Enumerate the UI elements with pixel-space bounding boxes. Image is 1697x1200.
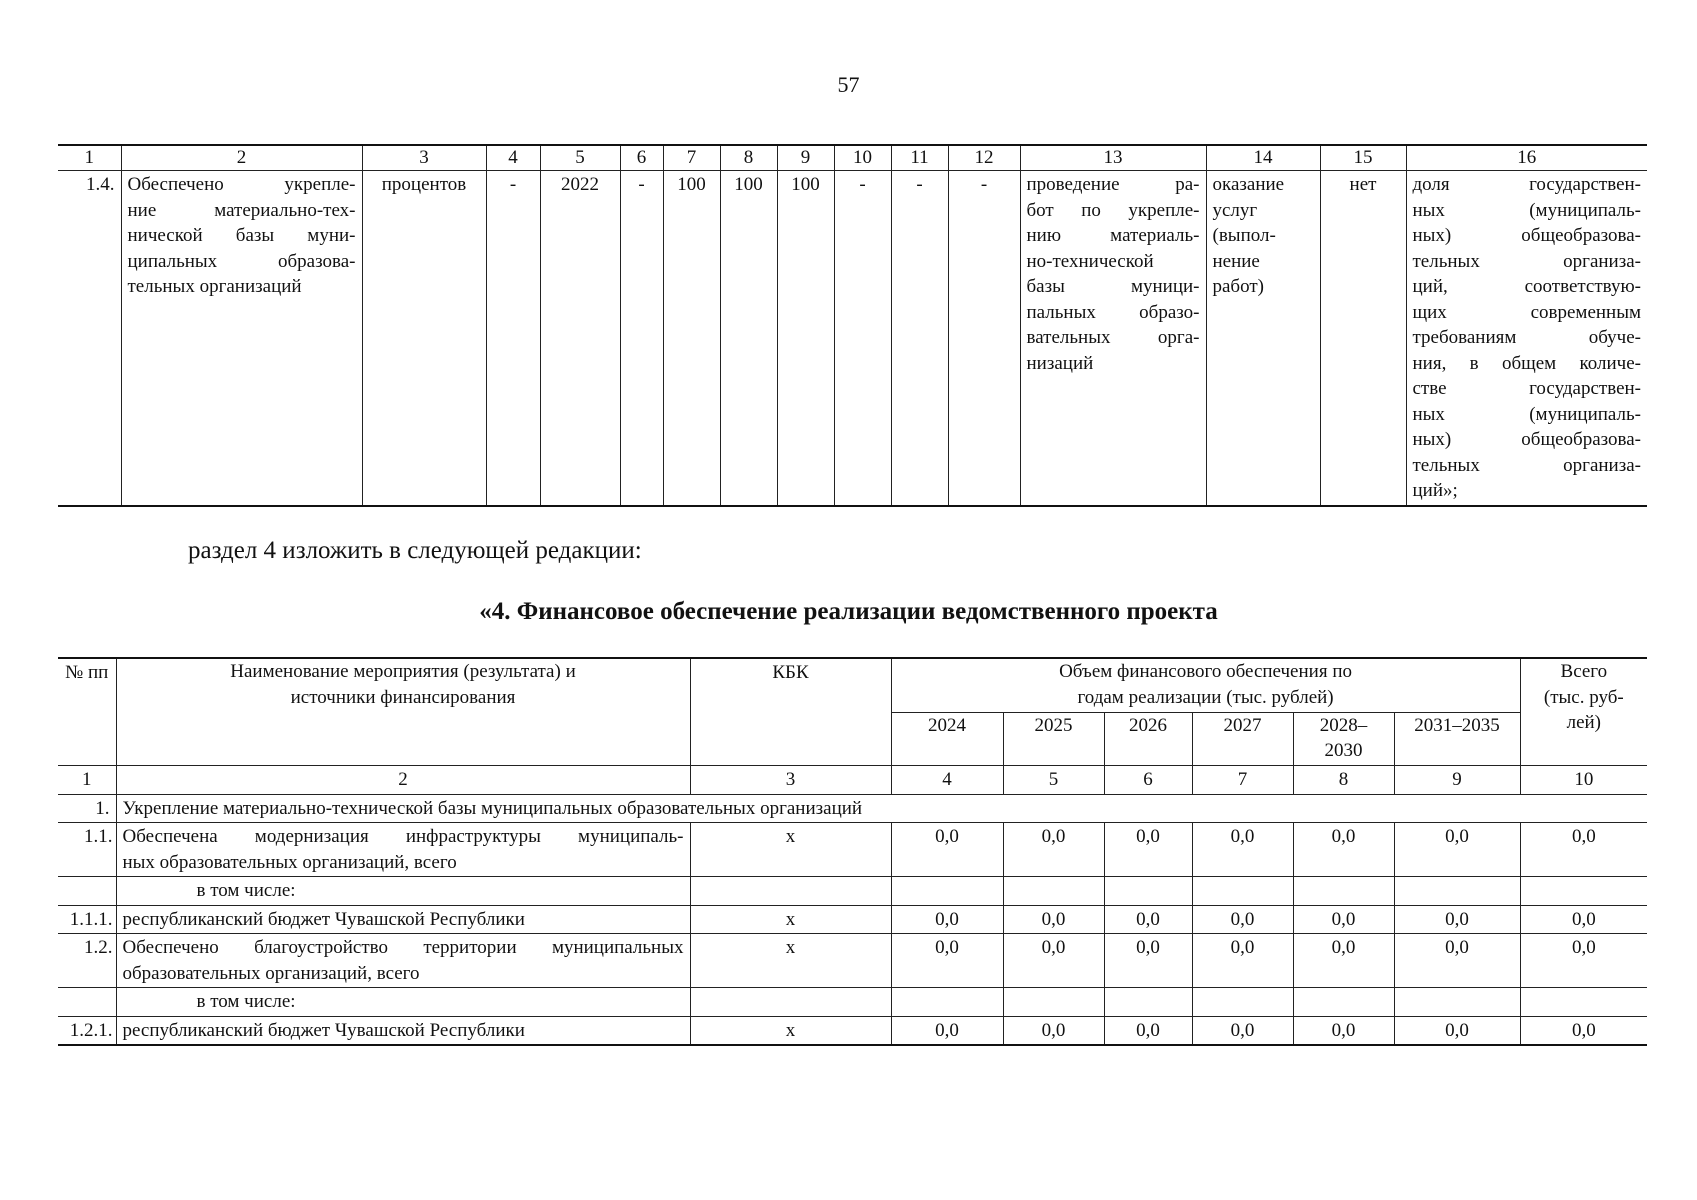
text-line: требованиям обуче- <box>1412 327 1641 348</box>
financing-table <box>58 657 1647 1046</box>
column-number: 2 <box>121 145 362 171</box>
value-cell <box>1394 877 1520 906</box>
text-line: вательных орга- <box>1026 327 1200 348</box>
section-title: «4. Финансовое обеспечение реализации ведомственного проекта <box>479 598 1218 625</box>
column-number: 16 <box>1406 145 1647 171</box>
cell-4: - <box>486 171 540 506</box>
text-line: базы муници- <box>1026 276 1200 297</box>
instruction-text: раздел 4 изложить в следующей редакции: <box>188 537 642 564</box>
value-cell: 0,0 <box>1104 1016 1192 1045</box>
value-cell: 0,0 <box>1394 1016 1520 1045</box>
row-name <box>116 823 690 877</box>
value-cell <box>891 877 1003 906</box>
value-cell: 0,0 <box>1293 934 1394 988</box>
value-cell: 0,0 <box>891 1016 1003 1045</box>
value-cell: 0,0 <box>1520 1016 1647 1045</box>
column-number-row <box>58 766 1647 795</box>
row-number: 1.1.1. <box>58 905 116 934</box>
text-line: Обеспечено благоустройство территории муниципальных <box>122 937 684 958</box>
text-line: республиканский бюджет Чувашской Республики <box>122 908 525 930</box>
value-cell <box>1293 877 1394 906</box>
header-kbk: КБК <box>690 658 891 766</box>
column-number: 6 <box>1104 766 1192 795</box>
value-cell: 0,0 <box>1520 905 1647 934</box>
cell-13 <box>1020 171 1206 506</box>
text-line: ных) общеобразова- <box>1412 429 1641 450</box>
year-header: 2028–2030 <box>1293 712 1394 766</box>
column-number: 5 <box>1003 766 1104 795</box>
text-line: проведение ра- <box>1026 174 1200 195</box>
value-cell <box>1003 988 1104 1017</box>
text-line: нение <box>1212 250 1260 272</box>
text-line: ных образовательных организаций, всего <box>122 851 457 873</box>
text-line: тельных организаций <box>127 276 302 297</box>
year-header: 2026 <box>1104 712 1192 766</box>
cell-5: 2022 <box>540 171 620 506</box>
value-cell: 0,0 <box>891 905 1003 934</box>
row-name <box>116 905 690 934</box>
column-number: 7 <box>1192 766 1293 795</box>
value-cell <box>1293 988 1394 1017</box>
text-line: ций»; <box>1412 480 1458 501</box>
text-line: в том числе: <box>196 880 296 901</box>
cell-8: 100 <box>720 171 777 506</box>
column-number: 11 <box>891 145 948 171</box>
value-cell <box>1192 988 1293 1017</box>
text-line: Обеспечена модернизация инфраструктуры муниципаль- <box>122 826 684 847</box>
value-cell <box>891 988 1003 1017</box>
table-row <box>58 934 1647 988</box>
column-number: 8 <box>1293 766 1394 795</box>
table-row <box>58 1016 1647 1045</box>
text-line: образовательных организаций, всего <box>122 962 420 984</box>
text-line: ципальных образова- <box>127 250 356 272</box>
row-number <box>58 877 116 906</box>
section-number: 1. <box>58 794 116 823</box>
column-number: 4 <box>891 766 1003 795</box>
text-line: стве государствен- <box>1412 378 1641 399</box>
value-cell: 0,0 <box>1394 823 1520 877</box>
year-header: 2027 <box>1192 712 1293 766</box>
row-number: 1.1. <box>58 823 116 877</box>
header-name: Наименование мероприятия (результата) и источники финансирования <box>116 658 690 766</box>
cell-6: - <box>620 171 663 506</box>
column-number: 1 <box>58 766 116 795</box>
cell-12: - <box>948 171 1020 506</box>
value-cell <box>1520 988 1647 1017</box>
cell-16 <box>1406 171 1647 506</box>
year-header: 2025 <box>1003 712 1104 766</box>
text-line: ние материально-тех- <box>127 199 356 221</box>
cell-9: 100 <box>777 171 834 506</box>
row-name <box>116 934 690 988</box>
column-number: 9 <box>1394 766 1520 795</box>
column-number: 15 <box>1320 145 1406 171</box>
row-number: 1.4. <box>58 171 121 506</box>
header-total: Всего (тыс. руб-лей) <box>1520 658 1647 766</box>
value-cell: 0,0 <box>1192 934 1293 988</box>
value-cell: 0,0 <box>891 934 1003 988</box>
text-line: ных) общеобразова- <box>1412 225 1641 246</box>
value-cell: 0,0 <box>1003 823 1104 877</box>
value-cell: 0,0 <box>1192 823 1293 877</box>
column-number: 14 <box>1206 145 1320 171</box>
section-text: Укрепление материально-технической базы муниципальных образовательных организаций <box>116 794 1647 823</box>
value-cell: 0,0 <box>1003 905 1104 934</box>
text-line: пальных образо- <box>1026 301 1200 323</box>
table-row <box>58 823 1647 877</box>
value-cell: 0,0 <box>1394 934 1520 988</box>
row-number <box>58 988 116 1017</box>
kbk-cell <box>690 877 891 906</box>
column-number: 12 <box>948 145 1020 171</box>
table-row <box>58 988 1647 1017</box>
value-cell <box>1003 877 1104 906</box>
value-cell: 0,0 <box>1293 823 1394 877</box>
including-label <box>116 877 690 906</box>
value-cell <box>1104 877 1192 906</box>
column-number: 10 <box>834 145 891 171</box>
value-cell <box>1104 988 1192 1017</box>
table-row <box>58 877 1647 906</box>
cell-10: - <box>834 171 891 506</box>
row-name <box>116 1016 690 1045</box>
value-cell: 0,0 <box>1293 1016 1394 1045</box>
text-line: ций, соответствую- <box>1412 276 1641 297</box>
section-row <box>58 794 1647 823</box>
value-cell <box>1192 877 1293 906</box>
including-label <box>116 988 690 1017</box>
value-cell: 0,0 <box>1394 905 1520 934</box>
column-number: 8 <box>720 145 777 171</box>
value-cell: 0,0 <box>1293 905 1394 934</box>
text-line: Обеспечено укрепле- <box>127 174 356 195</box>
value-cell <box>1520 877 1647 906</box>
kbk-cell: х <box>690 905 891 934</box>
text-line: щих современным <box>1412 301 1641 323</box>
text-line: нической базы муни- <box>127 225 356 246</box>
column-number: 4 <box>486 145 540 171</box>
text-line: низаций <box>1026 352 1094 374</box>
text-line: работ) <box>1212 276 1264 297</box>
table-row <box>58 171 1647 506</box>
value-cell: 0,0 <box>1192 905 1293 934</box>
text-line: (выпол- <box>1212 225 1276 246</box>
row-number: 1.2.1. <box>58 1016 116 1045</box>
column-number-row <box>58 145 1647 171</box>
column-number: 10 <box>1520 766 1647 795</box>
table-row <box>58 905 1647 934</box>
text-line: ных (муниципаль- <box>1412 403 1641 425</box>
column-number: 7 <box>663 145 720 171</box>
year-header: 2024 <box>891 712 1003 766</box>
text-line: республиканский бюджет Чувашской Республики <box>122 1019 525 1041</box>
value-cell: 0,0 <box>1104 823 1192 877</box>
header-volume: Объем финансового обеспечения по годам реализации (тыс. рублей) <box>891 658 1520 712</box>
kbk-cell: х <box>690 1016 891 1045</box>
text-line: тельных организа- <box>1412 250 1641 272</box>
column-number: 13 <box>1020 145 1206 171</box>
text-line: доля государствен- <box>1412 174 1641 195</box>
result-name <box>121 171 362 506</box>
kbk-cell <box>690 988 891 1017</box>
cell-7: 100 <box>663 171 720 506</box>
indicator-table <box>58 144 1647 507</box>
kbk-cell: х <box>690 823 891 877</box>
column-number: 1 <box>58 145 121 171</box>
value-cell: 0,0 <box>1520 823 1647 877</box>
cell-15: нет <box>1320 171 1406 506</box>
value-cell: 0,0 <box>1192 1016 1293 1045</box>
page-number: 57 <box>837 72 860 97</box>
kbk-cell: х <box>690 934 891 988</box>
row-number: 1.2. <box>58 934 116 988</box>
header-num: № пп <box>58 658 116 766</box>
value-cell: 0,0 <box>1104 934 1192 988</box>
cell-11: - <box>891 171 948 506</box>
year-header: 2031–2035 <box>1394 712 1520 766</box>
cell-14 <box>1206 171 1320 506</box>
text-line: ных (муниципаль- <box>1412 199 1641 221</box>
text-line: нию материаль- <box>1026 225 1200 246</box>
text-line: бот по укрепле- <box>1026 199 1200 221</box>
column-number: 3 <box>690 766 891 795</box>
column-number: 3 <box>362 145 486 171</box>
column-number: 9 <box>777 145 834 171</box>
column-number: 6 <box>620 145 663 171</box>
unit-cell: процентов <box>362 171 486 506</box>
value-cell <box>1394 988 1520 1017</box>
value-cell: 0,0 <box>1003 1016 1104 1045</box>
text-line: в том числе: <box>196 991 296 1012</box>
value-cell: 0,0 <box>891 823 1003 877</box>
value-cell: 0,0 <box>1003 934 1104 988</box>
value-cell: 0,0 <box>1104 905 1192 934</box>
text-line: тельных организа- <box>1412 454 1641 476</box>
text-line: ния, в общем количе- <box>1412 352 1641 374</box>
column-number: 2 <box>116 766 690 795</box>
text-line: оказание <box>1212 174 1285 195</box>
text-line: но-технической <box>1026 250 1154 272</box>
text-line: услуг <box>1212 199 1258 221</box>
value-cell: 0,0 <box>1520 934 1647 988</box>
column-number: 5 <box>540 145 620 171</box>
